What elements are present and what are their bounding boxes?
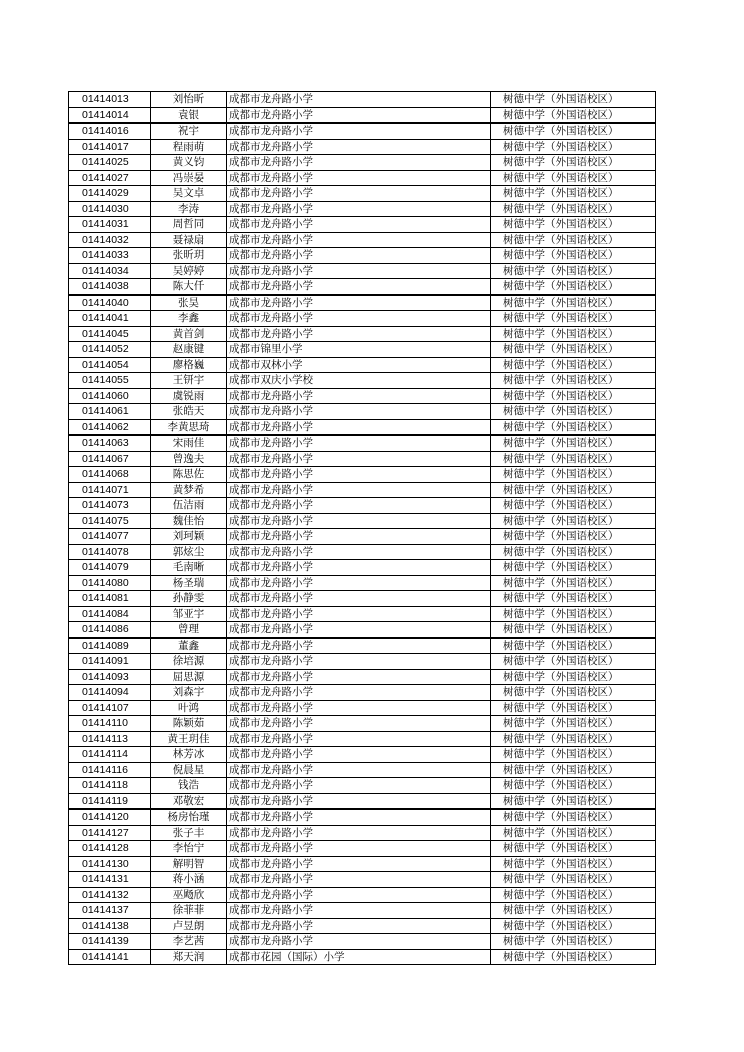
primary-school-cell: 成都市龙舟路小学 <box>227 279 491 295</box>
table-row <box>69 949 656 965</box>
admitted-school-cell: 树德中学（外国语校区） <box>491 762 656 778</box>
student-name-cell: 袁银 <box>151 107 227 123</box>
student-name-cell: 陈颖茹 <box>151 716 227 732</box>
student-id-cell: 01414084 <box>69 606 151 622</box>
admitted-school-cell: 树德中学（外国语校区） <box>491 107 656 123</box>
primary-school-cell: 成都市龙舟路小学 <box>227 903 491 919</box>
student-name-cell: 邹亚宇 <box>151 606 227 622</box>
admitted-school-cell: 树德中学（外国语校区） <box>491 606 656 622</box>
student-name-cell: 屈思源 <box>151 669 227 685</box>
table-row <box>69 591 656 607</box>
student-name-cell: 李鑫 <box>151 311 227 327</box>
primary-school-cell: 成都市龙舟路小学 <box>227 404 491 420</box>
student-id-cell: 01414110 <box>69 716 151 732</box>
primary-school-cell: 成都市龙舟路小学 <box>227 513 491 529</box>
primary-school-cell: 成都市龙舟路小学 <box>227 529 491 545</box>
table-row <box>69 139 656 155</box>
primary-school-cell: 成都市龙舟路小学 <box>227 685 491 701</box>
table-row <box>69 248 656 264</box>
student-name-cell: 张皓天 <box>151 404 227 420</box>
primary-school-cell: 成都市龙舟路小学 <box>227 451 491 467</box>
student-id-cell: 01414016 <box>69 123 151 139</box>
student-id-cell: 01414086 <box>69 622 151 638</box>
student-name-cell: 李黄思琦 <box>151 419 227 435</box>
student-name-cell: 李怡宁 <box>151 841 227 857</box>
student-name-cell: 黄王玥佳 <box>151 731 227 747</box>
student-name-cell: 解明智 <box>151 856 227 872</box>
student-id-cell: 01414040 <box>69 295 151 311</box>
admitted-school-cell: 树德中学（外国语校区） <box>491 451 656 467</box>
admitted-school-cell: 树德中学（外国语校区） <box>491 793 656 809</box>
student-id-cell: 01414062 <box>69 419 151 435</box>
student-id-cell: 01414091 <box>69 654 151 670</box>
student-name-cell: 董鑫 <box>151 638 227 654</box>
admitted-school-cell: 树德中学（外国语校区） <box>491 357 656 373</box>
admitted-school-cell: 树德中学（外国语校区） <box>491 575 656 591</box>
admitted-school-cell: 树德中学（外国语校区） <box>491 529 656 545</box>
student-id-cell: 01414141 <box>69 949 151 965</box>
primary-school-cell: 成都市龙舟路小学 <box>227 295 491 311</box>
student-name-cell: 宋雨佳 <box>151 435 227 451</box>
table-row <box>69 934 656 950</box>
student-name-cell: 黄义钧 <box>151 155 227 171</box>
primary-school-cell: 成都市龙舟路小学 <box>227 467 491 483</box>
table-row <box>69 560 656 576</box>
admitted-school-cell: 树德中学（外国语校区） <box>491 482 656 498</box>
primary-school-cell: 成都市双庆小学校 <box>227 373 491 389</box>
student-name-cell: 邓敬宏 <box>151 793 227 809</box>
student-id-cell: 01414077 <box>69 529 151 545</box>
table-row <box>69 373 656 389</box>
student-id-cell: 01414120 <box>69 809 151 825</box>
admitted-school-cell: 树德中学（外国语校区） <box>491 435 656 451</box>
student-id-cell: 01414094 <box>69 685 151 701</box>
student-id-cell: 01414081 <box>69 591 151 607</box>
student-name-cell: 张昊 <box>151 295 227 311</box>
student-id-cell: 01414030 <box>69 201 151 217</box>
table-row <box>69 155 656 171</box>
primary-school-cell: 成都市龙舟路小学 <box>227 856 491 872</box>
table-row <box>69 638 656 654</box>
table-row <box>69 123 656 139</box>
student-name-cell: 卢昱朗 <box>151 918 227 934</box>
primary-school-cell: 成都市龙舟路小学 <box>227 201 491 217</box>
primary-school-cell: 成都市龙舟路小学 <box>227 872 491 888</box>
table-row <box>69 279 656 295</box>
admitted-school-cell: 树德中学（外国语校区） <box>491 560 656 576</box>
student-name-cell: 刘怡昕 <box>151 92 227 108</box>
table-row <box>69 263 656 279</box>
student-id-cell: 01414060 <box>69 388 151 404</box>
student-id-cell: 01414045 <box>69 326 151 342</box>
admitted-school-cell: 树德中学（外国语校区） <box>491 934 656 950</box>
table-row <box>69 357 656 373</box>
primary-school-cell: 成都市龙舟路小学 <box>227 778 491 794</box>
primary-school-cell: 成都市龙舟路小学 <box>227 887 491 903</box>
primary-school-cell: 成都市龙舟路小学 <box>227 934 491 950</box>
primary-school-cell: 成都市锦里小学 <box>227 342 491 358</box>
student-id-cell: 01414068 <box>69 467 151 483</box>
primary-school-cell: 成都市龙舟路小学 <box>227 388 491 404</box>
table-row <box>69 529 656 545</box>
primary-school-cell: 成都市龙舟路小学 <box>227 544 491 560</box>
student-name-cell: 魏佳怡 <box>151 513 227 529</box>
primary-school-cell: 成都市龙舟路小学 <box>227 700 491 716</box>
student-id-cell: 01414027 <box>69 170 151 186</box>
student-id-cell: 01414139 <box>69 934 151 950</box>
student-id-cell: 01414078 <box>69 544 151 560</box>
primary-school-cell: 成都市龙舟路小学 <box>227 482 491 498</box>
primary-school-cell: 成都市龙舟路小学 <box>227 731 491 747</box>
admitted-school-cell: 树德中学（外国语校区） <box>491 326 656 342</box>
student-name-cell: 程雨萌 <box>151 139 227 155</box>
student-id-cell: 01414029 <box>69 186 151 202</box>
admitted-school-cell: 树德中学（外国语校区） <box>491 544 656 560</box>
student-name-cell: 吴文卓 <box>151 186 227 202</box>
admitted-school-cell: 树德中学（外国语校区） <box>491 841 656 857</box>
primary-school-cell: 成都市花园（国际）小学 <box>227 949 491 965</box>
student-id-cell: 01414128 <box>69 841 151 857</box>
admitted-school-cell: 树德中学（外国语校区） <box>491 669 656 685</box>
admitted-school-cell: 树德中学（外国语校区） <box>491 887 656 903</box>
table-row <box>69 482 656 498</box>
student-id-cell: 01414114 <box>69 747 151 763</box>
admitted-school-cell: 树德中学（外国语校区） <box>491 591 656 607</box>
admitted-school-cell: 树德中学（外国语校区） <box>491 311 656 327</box>
table-row <box>69 778 656 794</box>
student-id-cell: 01414113 <box>69 731 151 747</box>
admitted-school-cell: 树德中学（外国语校区） <box>491 747 656 763</box>
student-id-cell: 01414080 <box>69 575 151 591</box>
table-row <box>69 669 656 685</box>
student-name-cell: 曾理 <box>151 622 227 638</box>
student-id-cell: 01414063 <box>69 435 151 451</box>
admitted-school-cell: 树德中学（外国语校区） <box>491 123 656 139</box>
primary-school-cell: 成都市龙舟路小学 <box>227 918 491 934</box>
admitted-school-cell: 树德中学（外国语校区） <box>491 809 656 825</box>
student-name-cell: 郭炫尘 <box>151 544 227 560</box>
table-row <box>69 342 656 358</box>
student-name-cell: 徐菲菲 <box>151 903 227 919</box>
student-name-cell: 王钘宇 <box>151 373 227 389</box>
table-row <box>69 856 656 872</box>
admitted-school-cell: 树德中学（外国语校区） <box>491 373 656 389</box>
table-row <box>69 544 656 560</box>
primary-school-cell: 成都市龙舟路小学 <box>227 419 491 435</box>
primary-school-cell: 成都市龙舟路小学 <box>227 139 491 155</box>
admitted-school-cell: 树德中学（外国语校区） <box>491 638 656 654</box>
table-row <box>69 388 656 404</box>
table-row <box>69 404 656 420</box>
student-name-cell: 钱浩 <box>151 778 227 794</box>
table-row <box>69 654 656 670</box>
primary-school-cell: 成都市龙舟路小学 <box>227 170 491 186</box>
admitted-school-cell: 树德中学（外国语校区） <box>491 139 656 155</box>
table-row <box>69 622 656 638</box>
table-row <box>69 872 656 888</box>
student-name-cell: 张子丰 <box>151 825 227 841</box>
student-name-cell: 林芳冰 <box>151 747 227 763</box>
table-row <box>69 170 656 186</box>
admitted-school-cell: 树德中学（外国语校区） <box>491 700 656 716</box>
table-row <box>69 92 656 108</box>
student-name-cell: 曾逸夫 <box>151 451 227 467</box>
student-name-cell: 祝宇 <box>151 123 227 139</box>
table-row <box>69 887 656 903</box>
admitted-school-cell: 树德中学（外国语校区） <box>491 654 656 670</box>
student-name-cell: 黄首剑 <box>151 326 227 342</box>
primary-school-cell: 成都市龙舟路小学 <box>227 622 491 638</box>
primary-school-cell: 成都市龙舟路小学 <box>227 747 491 763</box>
student-name-cell: 黄梦希 <box>151 482 227 498</box>
admitted-school-cell: 树德中学（外国语校区） <box>491 513 656 529</box>
student-name-cell: 周哲同 <box>151 217 227 233</box>
admitted-school-cell: 树德中学（外国语校区） <box>491 342 656 358</box>
table-row <box>69 762 656 778</box>
admitted-school-cell: 树德中学（外国语校区） <box>491 716 656 732</box>
admitted-school-cell: 树德中学（外国语校区） <box>491 155 656 171</box>
student-id-cell: 01414041 <box>69 311 151 327</box>
table-row <box>69 606 656 622</box>
student-id-cell: 01414032 <box>69 232 151 248</box>
student-name-cell: 陈思佐 <box>151 467 227 483</box>
primary-school-cell: 成都市龙舟路小学 <box>227 311 491 327</box>
student-id-cell: 01414131 <box>69 872 151 888</box>
student-id-cell: 01414089 <box>69 638 151 654</box>
student-id-cell: 01414038 <box>69 279 151 295</box>
primary-school-cell: 成都市龙舟路小学 <box>227 638 491 654</box>
student-name-cell: 徐培源 <box>151 654 227 670</box>
student-name-cell: 聂禄扇 <box>151 232 227 248</box>
primary-school-cell: 成都市龙舟路小学 <box>227 716 491 732</box>
student-id-cell: 01414138 <box>69 918 151 934</box>
admitted-school-cell: 树德中学（外国语校区） <box>491 825 656 841</box>
student-id-cell: 01414071 <box>69 482 151 498</box>
table-row <box>69 467 656 483</box>
table-row <box>69 731 656 747</box>
admitted-school-cell: 树德中学（外国语校区） <box>491 498 656 514</box>
table-row <box>69 498 656 514</box>
primary-school-cell: 成都市龙舟路小学 <box>227 762 491 778</box>
table-row <box>69 513 656 529</box>
student-id-cell: 01414031 <box>69 217 151 233</box>
student-name-cell: 伍洁雨 <box>151 498 227 514</box>
primary-school-cell: 成都市龙舟路小学 <box>227 575 491 591</box>
primary-school-cell: 成都市龙舟路小学 <box>227 841 491 857</box>
student-name-cell: 刘珂颖 <box>151 529 227 545</box>
student-id-cell: 01414127 <box>69 825 151 841</box>
student-id-cell: 01414061 <box>69 404 151 420</box>
table-row <box>69 419 656 435</box>
primary-school-cell: 成都市龙舟路小学 <box>227 560 491 576</box>
admitted-school-cell: 树德中学（外国语校区） <box>491 248 656 264</box>
student-name-cell: 陈大仟 <box>151 279 227 295</box>
admitted-school-cell: 树德中学（外国语校区） <box>491 404 656 420</box>
table-row <box>69 186 656 202</box>
admitted-school-cell: 树德中学（外国语校区） <box>491 872 656 888</box>
student-name-cell: 赵康键 <box>151 342 227 358</box>
student-name-cell: 刘森宇 <box>151 685 227 701</box>
primary-school-cell: 成都市龙舟路小学 <box>227 793 491 809</box>
table-row <box>69 809 656 825</box>
student-name-cell: 蒋小涵 <box>151 872 227 888</box>
primary-school-cell: 成都市龙舟路小学 <box>227 186 491 202</box>
primary-school-cell: 成都市龙舟路小学 <box>227 825 491 841</box>
table-row <box>69 918 656 934</box>
admitted-school-cell: 树德中学（外国语校区） <box>491 949 656 965</box>
student-id-cell: 01414013 <box>69 92 151 108</box>
student-name-cell: 吴婷婷 <box>151 263 227 279</box>
student-name-cell: 李涛 <box>151 201 227 217</box>
student-name-cell: 李艺茜 <box>151 934 227 950</box>
table-row <box>69 793 656 809</box>
admitted-school-cell: 树德中学（外国语校区） <box>491 856 656 872</box>
admitted-school-cell: 树德中学（外国语校区） <box>491 388 656 404</box>
primary-school-cell: 成都市龙舟路小学 <box>227 326 491 342</box>
admitted-school-cell: 树德中学（外国语校区） <box>491 918 656 934</box>
admitted-school-cell: 树德中学（外国语校区） <box>491 685 656 701</box>
admitted-school-cell: 树德中学（外国语校区） <box>491 622 656 638</box>
student-name-cell: 虞锐雨 <box>151 388 227 404</box>
admitted-school-cell: 树德中学（外国语校区） <box>491 92 656 108</box>
student-id-cell: 01414033 <box>69 248 151 264</box>
table-row <box>69 700 656 716</box>
student-id-cell: 01414075 <box>69 513 151 529</box>
admitted-school-cell: 树德中学（外国语校区） <box>491 279 656 295</box>
table-row <box>69 747 656 763</box>
admitted-school-cell: 树德中学（外国语校区） <box>491 903 656 919</box>
table-row <box>69 841 656 857</box>
admitted-school-cell: 树德中学（外国语校区） <box>491 201 656 217</box>
admitted-school-cell: 树德中学（外国语校区） <box>491 186 656 202</box>
student-name-cell: 孙静雯 <box>151 591 227 607</box>
student-id-cell: 01414054 <box>69 357 151 373</box>
primary-school-cell: 成都市双林小学 <box>227 357 491 373</box>
table-row <box>69 451 656 467</box>
primary-school-cell: 成都市龙舟路小学 <box>227 809 491 825</box>
primary-school-cell: 成都市龙舟路小学 <box>227 92 491 108</box>
primary-school-cell: 成都市龙舟路小学 <box>227 591 491 607</box>
student-name-cell: 杨圣瑞 <box>151 575 227 591</box>
table-row <box>69 217 656 233</box>
admitted-school-cell: 树德中学（外国语校区） <box>491 419 656 435</box>
primary-school-cell: 成都市龙舟路小学 <box>227 654 491 670</box>
primary-school-cell: 成都市龙舟路小学 <box>227 263 491 279</box>
student-id-cell: 01414107 <box>69 700 151 716</box>
table-row <box>69 201 656 217</box>
table-row <box>69 685 656 701</box>
table-row <box>69 435 656 451</box>
student-id-cell: 01414052 <box>69 342 151 358</box>
admitted-school-cell: 树德中学（外国语校区） <box>491 263 656 279</box>
student-id-cell: 01414014 <box>69 107 151 123</box>
student-id-cell: 01414079 <box>69 560 151 576</box>
primary-school-cell: 成都市龙舟路小学 <box>227 232 491 248</box>
student-name-cell: 杨房怡瑾 <box>151 809 227 825</box>
student-id-cell: 01414132 <box>69 887 151 903</box>
table-row <box>69 716 656 732</box>
primary-school-cell: 成都市龙舟路小学 <box>227 248 491 264</box>
student-id-cell: 01414055 <box>69 373 151 389</box>
table-row <box>69 825 656 841</box>
primary-school-cell: 成都市龙舟路小学 <box>227 217 491 233</box>
student-name-cell: 毛南晰 <box>151 560 227 576</box>
primary-school-cell: 成都市龙舟路小学 <box>227 123 491 139</box>
table-row <box>69 311 656 327</box>
admitted-school-cell: 树德中学（外国语校区） <box>491 778 656 794</box>
student-id-cell: 01414116 <box>69 762 151 778</box>
student-id-cell: 01414017 <box>69 139 151 155</box>
student-name-cell: 冯崇晏 <box>151 170 227 186</box>
admitted-school-cell: 树德中学（外国语校区） <box>491 170 656 186</box>
student-id-cell: 01414067 <box>69 451 151 467</box>
student-name-cell: 廖格巍 <box>151 357 227 373</box>
admitted-school-cell: 树德中学（外国语校区） <box>491 467 656 483</box>
student-name-cell: 郑天润 <box>151 949 227 965</box>
student-name-cell: 倪晨星 <box>151 762 227 778</box>
primary-school-cell: 成都市龙舟路小学 <box>227 669 491 685</box>
primary-school-cell: 成都市龙舟路小学 <box>227 498 491 514</box>
student-id-cell: 01414093 <box>69 669 151 685</box>
student-id-cell: 01414119 <box>69 793 151 809</box>
student-id-cell: 01414073 <box>69 498 151 514</box>
primary-school-cell: 成都市龙舟路小学 <box>227 155 491 171</box>
student-id-cell: 01414034 <box>69 263 151 279</box>
table-row <box>69 232 656 248</box>
admitted-school-cell: 树德中学（外国语校区） <box>491 731 656 747</box>
student-id-cell: 01414025 <box>69 155 151 171</box>
student-name-cell: 张昕玥 <box>151 248 227 264</box>
student-name-cell: 叶鸿 <box>151 700 227 716</box>
admission-table <box>68 91 656 965</box>
primary-school-cell: 成都市龙舟路小学 <box>227 435 491 451</box>
admitted-school-cell: 树德中学（外国语校区） <box>491 217 656 233</box>
primary-school-cell: 成都市龙舟路小学 <box>227 606 491 622</box>
primary-school-cell: 成都市龙舟路小学 <box>227 107 491 123</box>
table-row <box>69 326 656 342</box>
table-body <box>69 92 656 965</box>
student-name-cell: 巫飏欣 <box>151 887 227 903</box>
table-row <box>69 295 656 311</box>
student-id-cell: 01414118 <box>69 778 151 794</box>
table-row <box>69 107 656 123</box>
table-row <box>69 903 656 919</box>
student-id-cell: 01414130 <box>69 856 151 872</box>
table-row <box>69 575 656 591</box>
student-id-cell: 01414137 <box>69 903 151 919</box>
admitted-school-cell: 树德中学（外国语校区） <box>491 295 656 311</box>
admitted-school-cell: 树德中学（外国语校区） <box>491 232 656 248</box>
